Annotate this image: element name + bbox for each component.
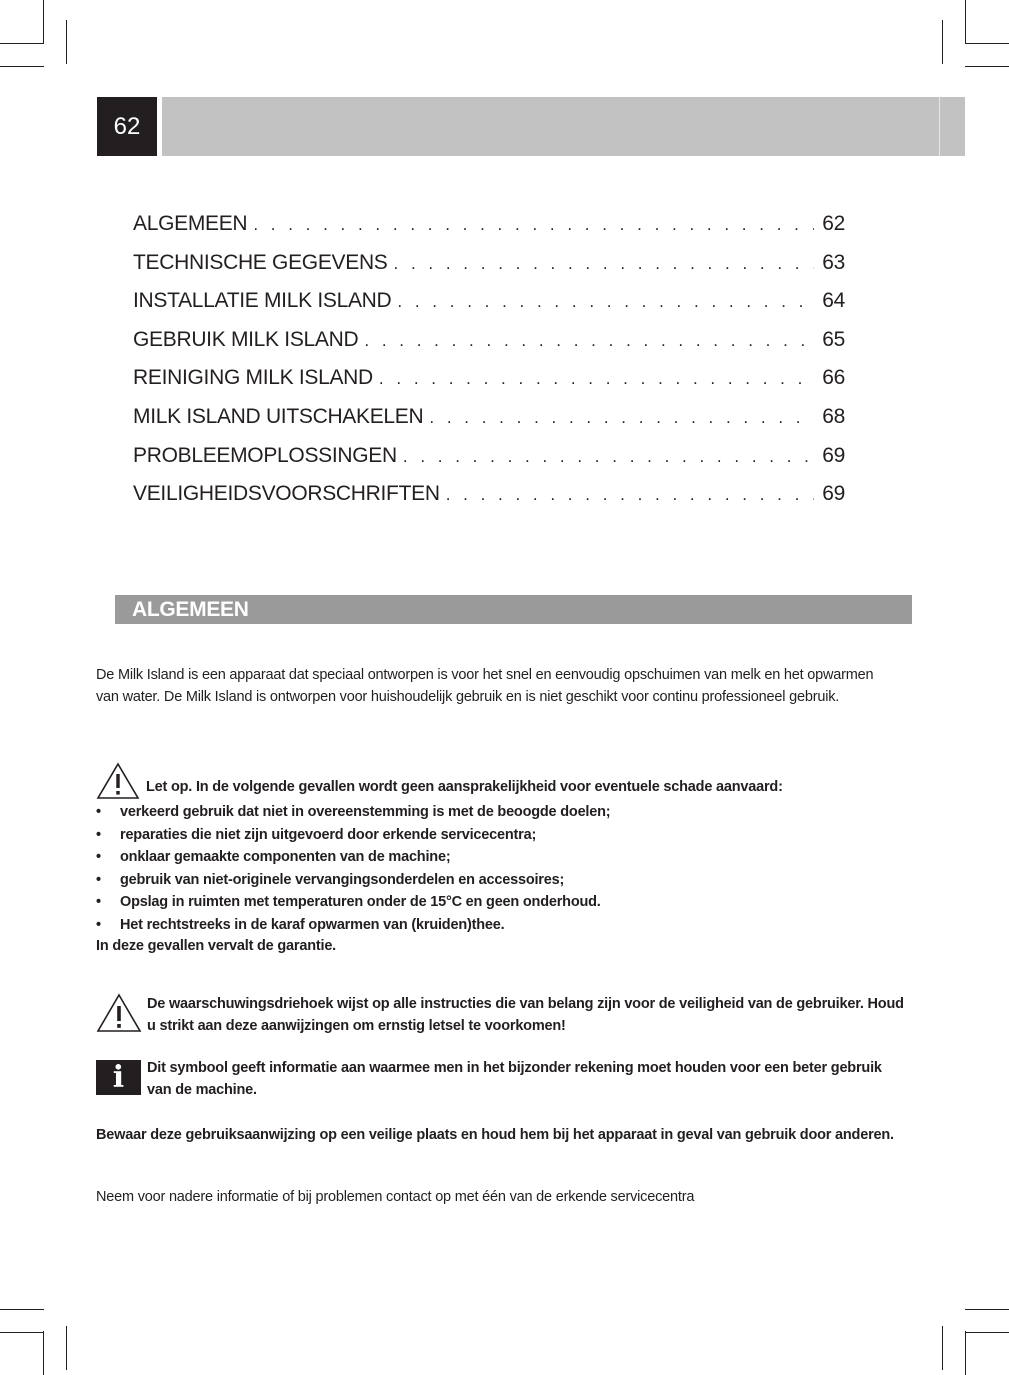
toc-entry-page: 65 <box>822 327 845 351</box>
toc-entry-page: 66 <box>822 366 845 390</box>
toc-entry[interactable] <box>133 251 845 290</box>
warranty-note: In deze gevallen vervalt de garantie. <box>96 938 337 954</box>
list-item: • Het rechtstreeks in de karaf opwarmen van (kruiden)thee. <box>96 914 610 937</box>
crop-mark <box>965 43 1009 44</box>
warning-list <box>96 801 610 936</box>
crop-mark <box>942 20 943 64</box>
crop-mark <box>0 1309 44 1310</box>
toc-entry-page: 69 <box>822 482 845 506</box>
crop-mark <box>0 66 44 67</box>
triangle-note-text: De waarschuwingsdriehoek wijst op alle instructies die van belang zijn voor de veiligheid van de gebruiker. Houd u strikt aan deze aanwijzingen om ernstig letsel te voorkomen! <box>147 996 904 1034</box>
info-icon: i <box>96 1060 141 1095</box>
intro-paragraph: De Milk Island is een apparaat dat speciaal ontworpen is voor het snel en eenvoudig opschuimen van melk en het opwarmen van water. De Milk Island is ontworpen voor huishoudelijk gebruik en is niet geschikt voor continu professioneel gebruik. <box>96 667 874 705</box>
toc-entry[interactable] <box>133 482 845 521</box>
crop-mark <box>43 1331 44 1375</box>
toc-entry-title: REINIGING MILK ISLAND <box>133 366 373 390</box>
toc-entry-title: MILK ISLAND UITSCHAKELEN <box>133 404 424 428</box>
toc-entry-title: PROBLEEMOPLOSSINGEN <box>133 443 397 467</box>
toc-entry-title: ALGEMEEN <box>133 212 248 235</box>
crop-mark <box>965 1331 966 1375</box>
toc-entry-page: 62 <box>822 212 845 235</box>
list-item: • onklaar gemaakte componenten van de machine; <box>96 846 610 869</box>
toc-leader-dots <box>403 447 814 467</box>
crop-mark <box>965 1332 1009 1333</box>
crop-mark <box>66 20 67 64</box>
list-item: • reparaties die niet zijn uitgevoerd door erkende servicecentra; <box>96 824 610 847</box>
toc-entry-page: 69 <box>822 443 845 467</box>
toc-entry[interactable] <box>133 366 845 405</box>
toc-leader-dots <box>429 408 814 428</box>
info-note-text: Dit symbool geeft informatie aan waarmee men in het bijzonder rekening moet houden voor een beter gebruik van de machine. <box>147 1060 882 1098</box>
list-item: • Opslag in ruimten met temperaturen onder de 15°C en geen onderhoud. <box>96 891 610 914</box>
toc-entry-title: TECHNISCHE GEGEVENS <box>133 250 388 274</box>
warning-heading-text: Let op. In de volgende gevallen wordt geen aansprakelijkheid voor eventuele schade aanvaard: <box>146 779 783 795</box>
header-bar <box>162 97 965 156</box>
toc-leader-dots <box>364 331 814 351</box>
toc-entry-page: 64 <box>822 289 845 313</box>
crop-mark <box>0 1332 44 1333</box>
crop-mark <box>965 1309 1009 1310</box>
toc-entry-title: GEBRUIK MILK ISLAND <box>133 327 359 351</box>
crop-mark <box>66 1326 67 1370</box>
crop-mark <box>965 0 966 44</box>
warning-triangle-icon <box>96 993 142 1033</box>
toc-entry-page: 63 <box>822 250 845 274</box>
toc-leader-dots <box>446 485 815 505</box>
toc-entry[interactable] <box>133 444 845 483</box>
toc-leader-dots <box>379 369 814 389</box>
list-item: • gebruik van niet-originele vervangingsonderdelen en accessoires; <box>96 869 610 892</box>
toc-entry[interactable] <box>133 289 845 328</box>
toc-entry[interactable] <box>133 405 845 444</box>
header-bar-divider <box>939 97 940 156</box>
page-number: 62 <box>97 97 157 156</box>
toc-entry[interactable] <box>133 212 845 251</box>
toc-entry-page: 68 <box>822 404 845 428</box>
toc-entry-title: VEILIGHEIDSVOORSCHRIFTEN <box>133 482 440 506</box>
warning-triangle-icon <box>96 762 140 800</box>
toc-entry-title: INSTALLATIE MILK ISLAND <box>133 289 392 313</box>
crop-mark <box>0 43 44 44</box>
crop-mark <box>942 1326 943 1370</box>
toc-leader-dots <box>253 215 814 235</box>
list-item: • verkeerd gebruik dat niet in overeenstemming is met de beoogde doelen; <box>96 801 610 824</box>
toc-leader-dots <box>397 292 814 312</box>
crop-mark <box>43 0 44 44</box>
toc-leader-dots <box>394 254 815 274</box>
contact-note: Neem voor nadere informatie of bij problemen contact op met één van de erkende servicecentra <box>96 1189 695 1205</box>
table-of-contents <box>133 212 845 521</box>
toc-entry[interactable] <box>133 328 845 367</box>
keep-manual-note: Bewaar deze gebruiksaanwijzing op een veilige plaats en houd hem bij het apparaat in geval van gebruik door anderen. <box>96 1127 894 1143</box>
section-heading: ALGEMEEN <box>115 595 912 624</box>
crop-mark <box>965 66 1009 67</box>
